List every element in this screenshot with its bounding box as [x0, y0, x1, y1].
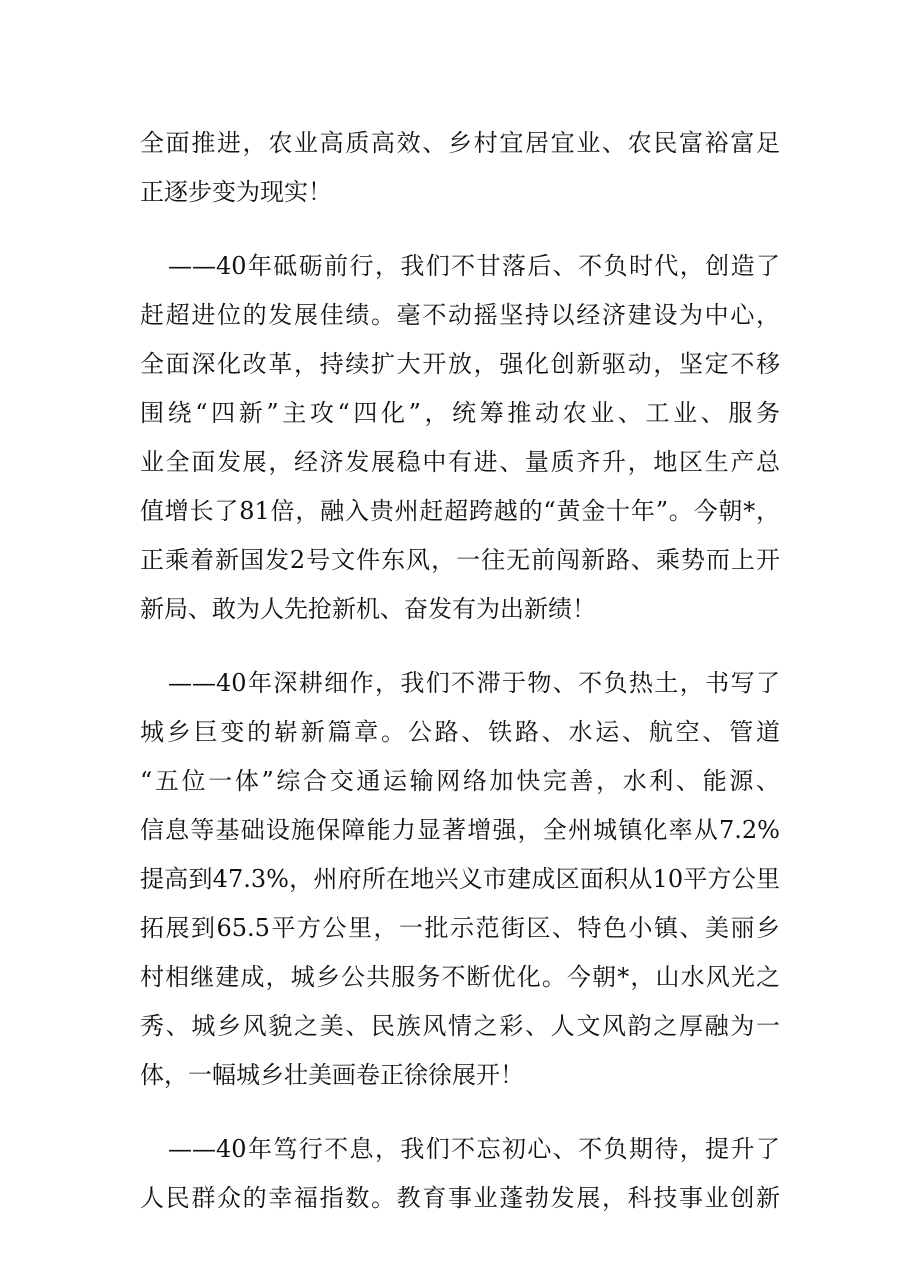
- text-line-4: 赶超进位的发展佳绩。毫不动摇坚持以经济建设为中心，: [140, 301, 780, 329]
- text-line-14: 信息等基础设施保障能力显著增强，全州城镇化率从7.2%: [140, 816, 780, 844]
- text-line-11: ——40年深耕细作，我们不滞于物、不负热土，书写了: [168, 669, 780, 697]
- text-line-15: 提高到47.3%，州府所在地兴义市建成区面积从10平方公里: [140, 865, 780, 893]
- text-line-16: 拓展到65.5平方公里，一批示范街区、特色小镇、美丽乡: [140, 914, 780, 942]
- text-line-10: 新局、敢为人先抢新机、奋发有为出新绩！: [140, 595, 596, 623]
- text-line-5: 全面深化改革，持续扩大开放，强化创新驱动，坚定不移: [140, 350, 780, 378]
- text-line-6: 围绕“四新”主攻“四化”，统筹推动农业、工业、服务: [140, 399, 780, 427]
- text-line-18: 秀、城乡风貌之美、民族风情之彩、人文风韵之厚融为一: [140, 1012, 780, 1040]
- text-line-19: 体，一幅城乡壮美画卷正徐徐展开！: [140, 1061, 524, 1089]
- text-line-9: 正乘着新国发2号文件东风，一往无前闯新路、乘势而上开: [140, 546, 780, 574]
- text-line-13: “五位一体”综合交通运输网络加快完善，水利、能源、: [140, 767, 780, 795]
- text-line-21: 人民群众的幸福指数。教育事业蓬勃发展，科技事业创新: [140, 1184, 780, 1212]
- text-line-3: ——40年砥砺前行，我们不甘落后、不负时代，创造了: [168, 252, 780, 280]
- text-line-2: 正逐步变为现实！: [140, 178, 332, 206]
- text-line-7: 业全面发展，经济发展稳中有进、量质齐升，地区生产总: [140, 448, 780, 476]
- text-line-20: ——40年笃行不息，我们不忘初心、不负期待，提升了: [168, 1135, 780, 1163]
- text-line-12: 城乡巨变的崭新篇章。公路、铁路、水运、航空、管道: [140, 718, 780, 746]
- text-line-1: 全面推进，农业高质高效、乡村宜居宜业、农民富裕富足: [140, 129, 780, 157]
- text-line-17: 村相继建成，城乡公共服务不断优化。今朝*，山水风光之: [140, 963, 780, 991]
- text-line-8: 值增长了81倍，融入贵州赶超跨越的“黄金十年”。今朝*，: [140, 497, 780, 525]
